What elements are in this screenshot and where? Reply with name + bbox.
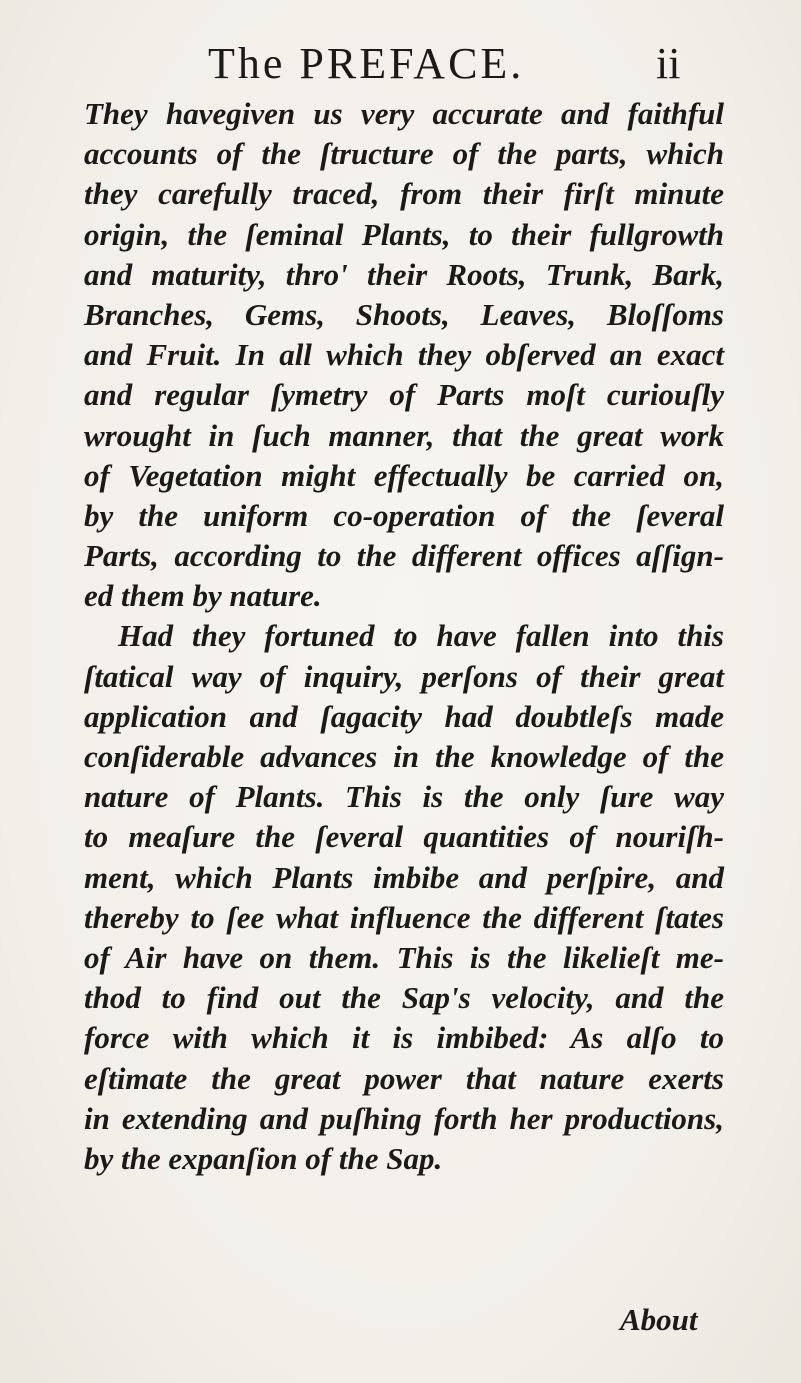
running-title: The PREFACE. bbox=[208, 39, 525, 88]
text-line: by the uniform co-operation of the ſeveral bbox=[84, 497, 724, 533]
text-line: of Vegetation might effectually be carried on, bbox=[84, 457, 724, 493]
text-line: Branches, Gems, Shoots, Leaves, Bloſſoms bbox=[84, 296, 724, 332]
page-number: ii bbox=[656, 39, 681, 88]
text-line: accounts of the ſtructure of the parts, which bbox=[84, 136, 724, 172]
text-line: of Air have on them. This is the likelieſt me- bbox=[84, 939, 724, 975]
text-line: and regular ſymetry of Parts moſt curiouſly bbox=[84, 377, 724, 413]
text-line: application and ſagacity had doubtleſs made bbox=[84, 698, 724, 734]
text-line: ed them by nature. bbox=[84, 578, 322, 614]
text-line: they carefully traced, from their firſt minute bbox=[84, 176, 724, 212]
text-line: Parts, according to the different offices aſſign- bbox=[84, 538, 724, 574]
text-line: They havegiven us very accurate and faithful bbox=[84, 96, 724, 131]
text-line: origin, the ſeminal Plants, to their fullgrowth bbox=[84, 216, 724, 252]
text-line: Had they fortuned to have fallen into this bbox=[118, 618, 724, 654]
text-line: ment, which Plants imbibe and perſpire, and bbox=[84, 859, 724, 895]
text-line: thod to find out the Sap's velocity, and the bbox=[84, 980, 724, 1016]
text-line: and maturity, thro' their Roots, Trunk, Bark, bbox=[84, 256, 724, 292]
text-line: conſiderable advances in the knowledge of the bbox=[84, 739, 724, 774]
running-header bbox=[0, 38, 801, 98]
text-line: nature of Plants. This is the only ſure way bbox=[84, 779, 724, 815]
text-line: by the expanſion of the Sap. bbox=[84, 1140, 443, 1176]
body-text bbox=[84, 94, 724, 1179]
text-line: to meaſure the ſeveral quantities of nouriſh- bbox=[84, 819, 724, 855]
text-line: force with which it is imbibed: As alſo to bbox=[84, 1020, 724, 1056]
text-line: wrought in ſuch manner, that the great work bbox=[84, 417, 724, 453]
catchword: About bbox=[620, 1302, 698, 1337]
text-line: and Fruit. In all which they obſerved an exact bbox=[84, 337, 724, 373]
text-line: eſtimate the great power that nature exerts bbox=[84, 1060, 724, 1096]
text-line: thereby to ſee what influence the different ſtates bbox=[84, 899, 724, 935]
text-line: in extending and puſhing forth her productions, bbox=[84, 1100, 724, 1136]
text-line: ſtatical way of inquiry, perſons of their great bbox=[84, 658, 724, 694]
